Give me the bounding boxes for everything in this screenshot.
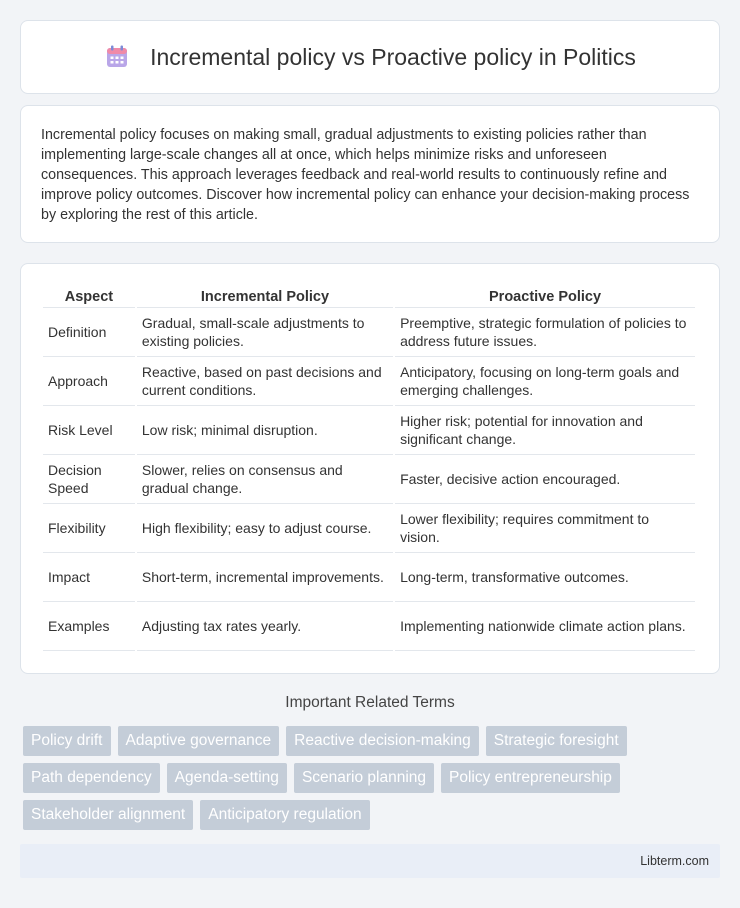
row-aspect: Impact <box>43 553 135 602</box>
page-title: Incremental policy vs Proactive policy in Politics <box>150 43 636 70</box>
title-card <box>20 20 720 94</box>
row-aspect: Decision Speed <box>43 455 135 504</box>
row-proactive: Anticipatory, focusing on long-term goals and emerging challenges. <box>395 357 695 406</box>
row-proactive: Lower flexibility; requires commitment to vision. <box>395 504 695 553</box>
related-terms-list <box>23 726 723 837</box>
row-incremental: Slower, relies on consensus and gradual change. <box>137 455 393 504</box>
header-incremental: Incremental Policy <box>137 286 393 308</box>
related-term-tag[interactable]: Policy entrepreneurship <box>441 763 620 793</box>
row-aspect: Approach <box>43 357 135 406</box>
table-row <box>43 504 695 553</box>
row-aspect: Definition <box>43 308 135 357</box>
row-incremental: High flexibility; easy to adjust course. <box>137 504 393 553</box>
related-term-tag[interactable]: Policy drift <box>23 726 111 756</box>
header-aspect: Aspect <box>43 286 135 308</box>
related-term-tag[interactable]: Adaptive governance <box>118 726 280 756</box>
footer <box>20 844 720 878</box>
comparison-table <box>41 286 697 651</box>
row-proactive: Higher risk; potential for innovation and significant change. <box>395 406 695 455</box>
related-term-tag[interactable]: Scenario planning <box>294 763 434 793</box>
table-row <box>43 308 695 357</box>
row-incremental: Short-term, incremental improvements. <box>137 553 393 602</box>
table-row <box>43 406 695 455</box>
related-term-tag[interactable]: Path dependency <box>23 763 160 793</box>
intro-paragraph: Incremental policy focuses on making small, gradual adjustments to existing policies rather than implementing large-scale changes all at once, which helps minimize risks and unforeseen consequences. This approach leverages feedback and real-world results to continuously refine and improve policy outcomes. Discover how incremental policy can enhance your decision-making process by exploring the rest of this article. <box>41 127 690 223</box>
intro-card <box>20 105 720 243</box>
related-term-tag[interactable]: Anticipatory regulation <box>200 800 369 830</box>
footer-site-link[interactable]: Libterm.com <box>640 854 709 868</box>
row-aspect: Flexibility <box>43 504 135 553</box>
related-term-tag[interactable]: Agenda-setting <box>167 763 287 793</box>
comparison-card <box>20 263 720 674</box>
table-row <box>43 357 695 406</box>
table-row <box>43 602 695 651</box>
table-header-row <box>43 286 695 308</box>
row-proactive: Preemptive, strategic formulation of policies to address future issues. <box>395 308 695 357</box>
row-incremental: Reactive, based on past decisions and current conditions. <box>137 357 393 406</box>
related-term-tag[interactable]: Stakeholder alignment <box>23 800 193 830</box>
related-term-tag[interactable]: Strategic foresight <box>486 726 627 756</box>
related-terms-heading: Important Related Terms <box>285 694 455 711</box>
row-aspect: Examples <box>43 602 135 651</box>
row-proactive: Implementing nationwide climate action plans. <box>395 602 695 651</box>
row-incremental: Adjusting tax rates yearly. <box>137 602 393 651</box>
row-aspect: Risk Level <box>43 406 135 455</box>
table-row <box>43 553 695 602</box>
row-proactive: Long-term, transformative outcomes. <box>395 553 695 602</box>
related-term-tag[interactable]: Reactive decision-making <box>286 726 479 756</box>
row-incremental: Gradual, small-scale adjustments to existing policies. <box>137 308 393 357</box>
table-row <box>43 455 695 504</box>
calendar-icon <box>104 44 130 70</box>
row-proactive: Faster, decisive action encouraged. <box>395 455 695 504</box>
row-incremental: Low risk; minimal disruption. <box>137 406 393 455</box>
header-proactive: Proactive Policy <box>395 286 695 308</box>
